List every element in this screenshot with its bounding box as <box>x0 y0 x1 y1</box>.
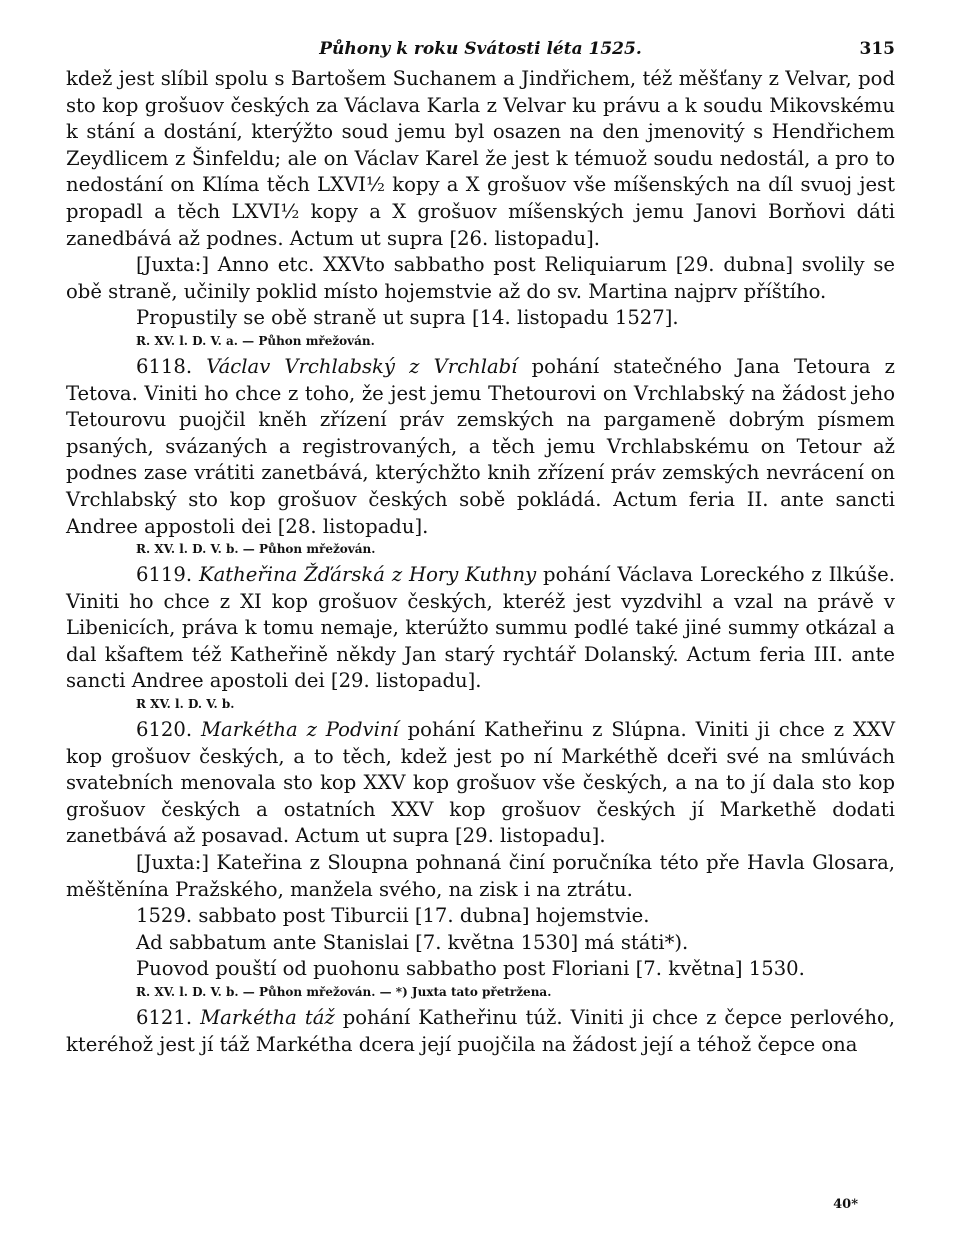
text-run: pohání statečného Jana Tetoura z Tetova. Viniti ho chce z toho, že jest jemu Thetourovi on Vrchlabský na žádost jeho Tetourovu puojčil kněh zřízení práv zemských na pargameně dobrým písmem psaných, svázaných a registrovaných, a těch jemu Vrchlabskému on Tetour až podnes zase vrátiti zanetbává, kterýchžto knih zřízení práv zemských nevrácení on Vrchlabský sto kop grošuov českých sobě pokládá. Actum feria II. ante sancti Andree appostoli dei [28. listopadu]. <box>66 354 896 538</box>
person-name: Markétha táž <box>200 1006 335 1029</box>
text-run: R. XV. l. D. V. a. — Půhon mřežován. <box>136 333 375 348</box>
paragraph <box>66 850 895 903</box>
text-run: pohání Václava Loreckého z Ilkúše. Viniti ho chce z XI kop grošuov českých, kteréž jest vyzdvihl a vzal na právě v Libenicích, práva k tomu nemaje, kterúžto summu podlé také jiné summy otkázal a dal kšaftem též Katheřině někdy Jan starý rychtář Dolanský. Actum feria III. ante sancti Andree apostoli dei [29. listopadu]. <box>66 563 895 693</box>
text-run: 1529. sabbato post Tiburcii [17. dubna] hojemstvie. <box>136 904 650 928</box>
page-number: 315 <box>859 39 895 59</box>
text-run: Ad sabbatum ante Stanislai [7. května 1530] má státi*). <box>136 930 689 954</box>
person-name: Markétha z Podviní <box>200 718 399 742</box>
text-run: R. XV. l. D. V. b. — Půhon mřežován. <box>136 542 376 557</box>
paragraph <box>66 903 895 930</box>
text-run: Puovod pouští od puohonu sabbatho post Floriani [7. května] 1530. <box>136 957 805 981</box>
text-run: 6121. <box>136 1006 201 1029</box>
person-name: Katheřina Žďárská z Hory Kuthny <box>198 563 537 587</box>
paragraph <box>66 1005 895 1058</box>
text-run: pohání Katheřinu túž. Viniti ji chce z čepce perlového, kteréhož jest jí táž Markétha dcera její puojčila na žádost její a téhož čepce ona <box>66 1006 895 1056</box>
running-header <box>66 32 895 66</box>
archival-reference <box>136 695 895 713</box>
archival-reference <box>136 983 895 1001</box>
paragraph <box>66 354 895 540</box>
paragraph <box>66 956 895 983</box>
paragraph <box>66 305 895 332</box>
signature-mark: 40* <box>833 1197 858 1213</box>
text-run: 6119. <box>136 563 199 587</box>
person-name: Václav Vrchlabský z Vrchlabí <box>206 354 518 378</box>
paragraph <box>66 562 895 695</box>
text-run: R XV. l. D. V. b. <box>136 697 235 712</box>
text-run: [Juxta:] Kateřina z Sloupna pohnaná činí poručníka této pře Havla Glosara, měštěnína Pražského, manžela svého, na zisk i na ztrátu. <box>66 851 895 901</box>
document-body <box>66 66 895 1058</box>
text-run: pohání Katheřinu z Slúpna. Viniti ji chce z XXV kop grošuov českých, a to těch, kdež jest po ní Markéthě dceři své na smlúvách svatebních menovala sto kop XXV kop grošuov vše českých, a na to jí dala sto kop grošuov českých a ostatních XXV kop grošuov českých jí Markethě dodati zanetbává až posavad. Actum ut supra [29. listopadu]. <box>66 718 896 848</box>
text-run: Propustily se obě straně ut supra [14. listopadu 1527]. <box>136 306 679 330</box>
paragraph <box>66 930 895 957</box>
archival-reference <box>136 332 895 350</box>
text-run: [Juxta:] Anno etc. XXVto sabbatho post Reliquiarum [29. dubna] svolily se obě straně, učinily poklid místo hojemstvie až do sv. Martina najprv příštího. <box>66 253 895 303</box>
paragraph <box>66 66 895 252</box>
text-run: kdež jest slíbil spolu s Bartošem Suchanem a Jindřichem, též měšťany z Velvar, pod sto kop grošuov českých za Václava Karla z Velvar ku právu a k soudu Mikovskému k stání a dostání, kterýžto soud jemu byl osazen na den jmenovitý s Hendřichem Zeydlicem z Šinfeldu; ale on Václav Karel že jest k témuož soudu nedostál, a pro to nedostání on Klíma těch LXVI½ kopy a X grošuov vše míšenských na díl svuoj jest propadl a těch LXVI½ kopy a X grošuov míšenských jemu Janovi Borňovi dáti zanedbává až podnes. Actum ut supra [26. listopadu]. <box>66 67 895 250</box>
paragraph <box>66 717 895 850</box>
archival-reference <box>136 540 895 558</box>
text-run: 6118. <box>136 354 207 378</box>
text-run: 6120. <box>136 718 201 742</box>
text-run: R. XV. l. D. V. b. — Půhon mřežován. — *) Juxta tato přetržena. <box>136 985 552 999</box>
paragraph <box>66 252 895 305</box>
header-title: Půhony k roku Svátosti léta 1525. <box>319 39 642 59</box>
